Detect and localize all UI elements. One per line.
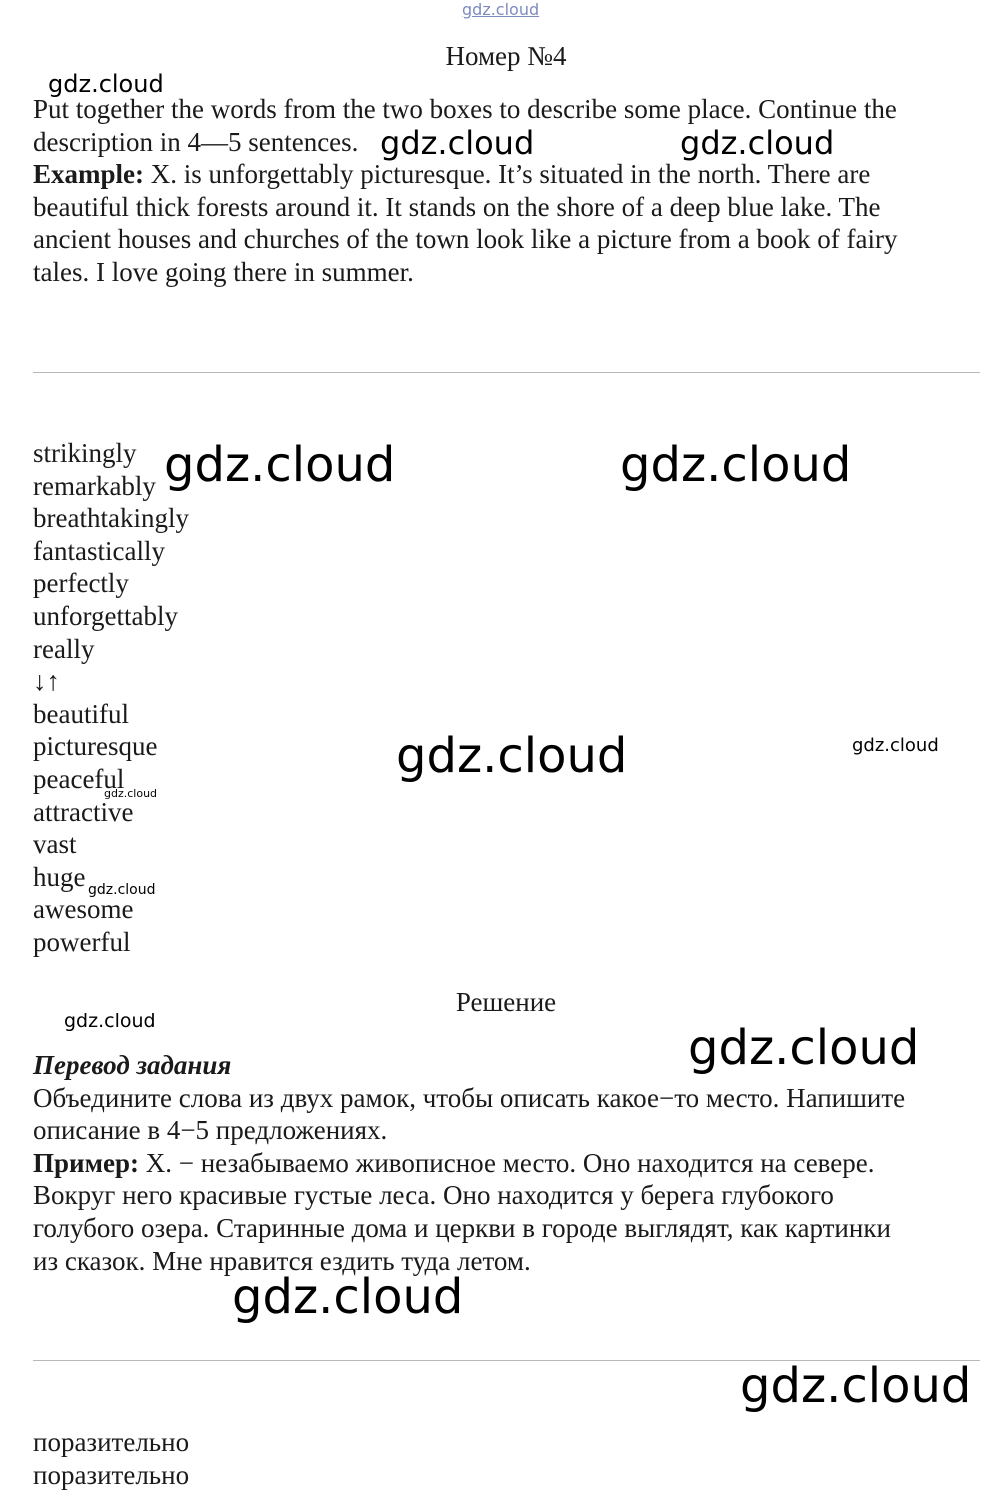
task-en	[33, 93, 897, 289]
translation-example-line	[33, 1147, 905, 1180]
example-text: X. is unforgettably picturesque. It’s situated in the north. There are	[144, 159, 871, 190]
translation-heading: Перевод задания	[33, 1050, 232, 1080]
translation-line: Объедините слова из двух рамок, чтобы описать какое−то место. Напишите	[33, 1082, 906, 1113]
translation-example-line: из сказок. Мне нравится ездить туда летом.	[33, 1245, 531, 1276]
task-line: description in 4—5 sentences.	[33, 126, 359, 157]
watermark: gdz.cloud	[688, 1020, 920, 1076]
translation-example-line: Вокруг него красивые густые леса. Оно находится у берега глубокого	[33, 1180, 834, 1211]
word-adjective: beautiful	[33, 698, 129, 729]
word-adverb: really	[33, 633, 95, 664]
watermark: gdz.cloud	[740, 1358, 972, 1414]
task-line: Put together the words from the two boxes to describe some place. Continue the	[33, 94, 897, 124]
word-adverb: unforgettably	[33, 600, 178, 631]
watermark: gdz.cloud	[104, 787, 158, 800]
word-adverb: fantastically	[33, 535, 165, 566]
exercise-title: Номер №4	[445, 41, 567, 71]
watermark: gdz.cloud	[852, 735, 939, 756]
translated-word: поразительно	[33, 1459, 190, 1490]
word-adverb: perfectly	[33, 568, 129, 599]
watermark: gdz.cloud	[64, 1010, 156, 1032]
word-adjective: vast	[33, 829, 77, 860]
word-adverb: remarkably	[33, 470, 156, 501]
translated-word: поразительно	[33, 1427, 190, 1457]
word-adjective: huge	[33, 861, 86, 892]
watermark: gdz.cloud	[620, 437, 852, 493]
arrows-icon: ↓↑	[33, 666, 60, 697]
word-box	[33, 437, 189, 959]
example-label: Example:	[33, 159, 144, 190]
word-adjective: attractive	[33, 796, 134, 827]
example-line: beautiful thick forests around it. It stands on the shore of a deep blue lake. The	[33, 191, 881, 222]
watermark: gdz.cloud	[48, 70, 164, 98]
watermark: gdz.cloud	[232, 1269, 464, 1325]
translation-example-text: X. − незабываемо живописное место. Оно находится на севере.	[138, 1147, 875, 1178]
word-adjective: powerful	[33, 926, 131, 957]
word-adjective: picturesque	[33, 731, 158, 762]
watermark: gdz.cloud	[164, 437, 396, 493]
translation-line: описание в 4−5 предложениях.	[33, 1115, 388, 1146]
watermark: gdz.cloud	[396, 728, 628, 784]
translation-example-line: голубого озера. Старинные дома и церкви в городе выглядят, как картинки	[33, 1212, 891, 1243]
word-adjective: awesome	[33, 894, 134, 925]
translation-example-label: Пример:	[33, 1147, 139, 1178]
translation	[33, 1049, 905, 1277]
example-line: ancient houses and churches of the town look like a picture from a book of fairy	[33, 224, 898, 255]
watermark: gdz.cloud	[380, 124, 535, 162]
example-line: tales. I love going there in summer.	[33, 256, 414, 287]
word-adverb: breathtakingly	[33, 503, 189, 534]
translated-words	[33, 1426, 189, 1491]
word-adjective: peaceful	[33, 763, 125, 794]
solution-heading: Решение	[455, 987, 557, 1017]
word-adverb: strikingly	[33, 438, 137, 468]
top-watermark-link[interactable]: gdz.cloud	[462, 0, 540, 19]
divider	[33, 372, 980, 373]
watermark: gdz.cloud	[88, 882, 156, 898]
watermark: gdz.cloud	[680, 124, 835, 162]
example-line	[33, 158, 897, 191]
